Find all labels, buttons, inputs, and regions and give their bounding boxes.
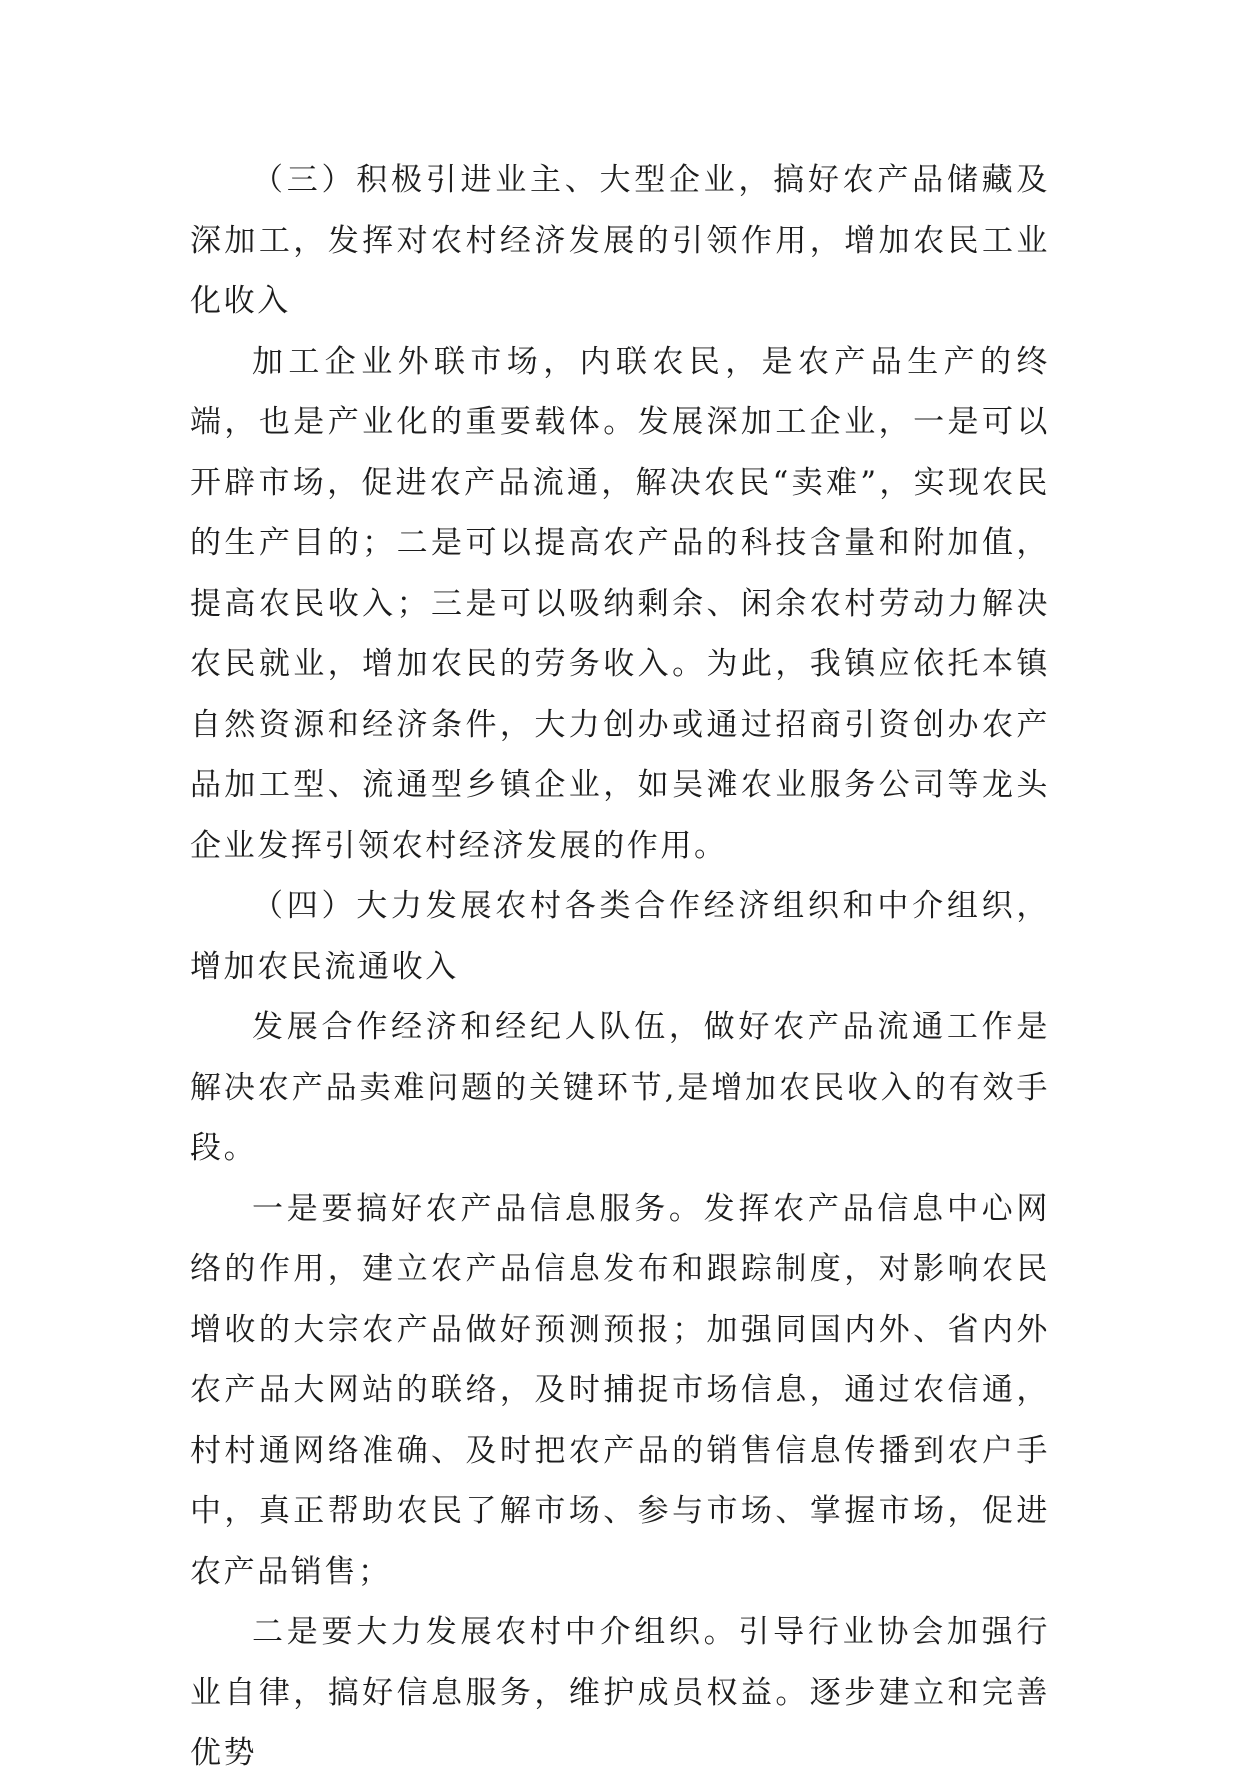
document-body bbox=[190, 150, 1050, 1784]
section-heading-4: （四）大力发展农村各类合作经济组织和中介组织，增加农民流通收入 bbox=[190, 888, 1050, 985]
body-paragraph: 发展合作经济和经纪人队伍，做好农产品流通工作是解决农产品卖难问题的关键环节,是增加农民收入的有效手段。 bbox=[190, 1009, 1050, 1166]
body-paragraph: 二是要大力发展农村中介组织。引导行业协会加强行业自律，搞好信息服务，维护成员权益。逐步建立和完善优势 bbox=[190, 1614, 1050, 1771]
body-paragraph: 一是要搞好农产品信息服务。发挥农产品信息中心网络的作用，建立农产品信息发布和跟踪制度，对影响农民增收的大宗农产品做好预测预报；加强同国内外、省内外农产品大网站的联络，及时捕捉市场信息，通过农信通，村村通网络准确、及时把农产品的销售信息传播到农户手中，真正帮助农民了解市场、参与市场、掌握市场，促进农产品销售； bbox=[190, 1190, 1050, 1590]
body-paragraph: 加工企业外联市场，内联农民，是农产品生产的终端，也是产业化的重要载体。发展深加工企业，一是可以开辟市场，促进农产品流通，解决农民“卖难”，实现农民的生产目的；二是可以提高农产品的科技含量和附加值，提高农民收入；三是可以吸纳剩余、闲余农村劳动力解决农民就业，增加农民的劳务收入。为此，我镇应依托本镇自然资源和经济条件，大力创办或通过招商引资创办农产品加工型、流通型乡镇企业，如吴滩农业服务公司等龙头企业发挥引领农村经济发展的作用。 bbox=[190, 343, 1050, 864]
section-heading-3: （三）积极引进业主、大型企业，搞好农产品储藏及深加工，发挥对农村经济发展的引领作用，增加农民工业化收入 bbox=[190, 162, 1050, 319]
